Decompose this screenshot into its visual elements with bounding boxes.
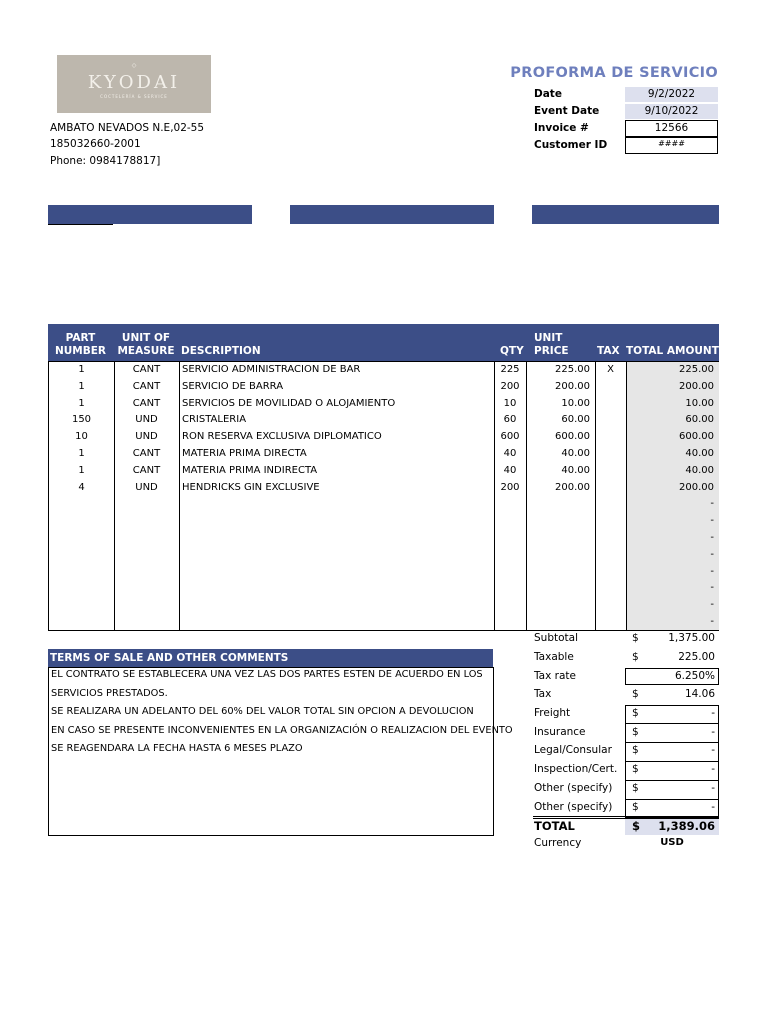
customer-id-value: ####: [625, 137, 718, 154]
date-label: Date: [534, 88, 562, 100]
cell-qty: 60: [503, 414, 517, 426]
cell-unit-price: 200.00: [555, 380, 590, 392]
freight-label: Freight: [534, 707, 571, 719]
ship-to-bar: [290, 205, 494, 224]
cell-description: SERVICIO ADMINISTRACION DE BAR: [182, 364, 361, 375]
logo-text: KYODAI: [87, 72, 181, 93]
table-row: [49, 530, 720, 547]
cell-total-amount: 10.00: [685, 397, 714, 409]
table-row: [49, 362, 720, 379]
cell-total-amount: -: [710, 582, 714, 594]
other-specify-label: Other (specify): [534, 782, 613, 794]
cell-total-amount: -: [710, 498, 714, 510]
col-unit-price: [534, 332, 569, 358]
insurance-currency: $: [632, 726, 639, 738]
tax-rate-label: Tax rate: [534, 670, 576, 682]
table-row: [49, 463, 720, 480]
cell-qty: 200: [500, 481, 520, 493]
table-row: [49, 496, 720, 513]
cell-qty: 200: [500, 380, 520, 392]
cell-total-amount: 200.00: [679, 481, 714, 493]
cell-total-amount: -: [710, 599, 714, 611]
cell-description: MATERIA PRIMA INDIRECTA: [182, 464, 318, 476]
terms-line: SERVICIOS PRESTADOS.: [51, 688, 168, 699]
total-value: 1,389.06: [658, 819, 715, 833]
terms-box: [48, 667, 513, 836]
currency-label: Currency: [534, 837, 582, 849]
table-row: [49, 597, 720, 614]
total-label: TOTAL: [534, 819, 575, 833]
cell-part-number: 1: [78, 448, 85, 459]
extra-charges-divider: [625, 780, 719, 781]
extra-charges-divider: [625, 723, 719, 724]
cell-part-number: 10: [75, 431, 88, 443]
taxable-label: Taxable: [534, 651, 574, 663]
legal-consular-value: -: [711, 744, 715, 756]
col-unit-line1: UNIT OF: [121, 332, 171, 344]
cell-qty: 40: [503, 448, 517, 459]
other-specify-value-2: -: [711, 801, 715, 813]
other-specify-label-2: Other (specify): [534, 801, 613, 813]
cell-unit-of-measure: CANT: [132, 380, 161, 392]
other-specify-currency-2: $: [632, 801, 639, 813]
cell-part-number: 1: [78, 380, 85, 392]
col-qty: QTY: [500, 345, 524, 357]
table-row: [49, 480, 720, 497]
subtotal-currency: $: [632, 632, 639, 644]
terms-line: SE REALIZARA UN ADELANTO DEL 60% DEL VALOR TOTAL SIN OPCION A DEVOLUCION: [51, 706, 474, 717]
event-date-label: Event Date: [534, 105, 600, 117]
cell-description: RON RESERVA EXCLUSIVA DIPLOMATICO: [182, 431, 382, 443]
cell-unit-price: 10.00: [561, 397, 590, 409]
cell-unit-price: 40.00: [561, 464, 590, 476]
cell-total-amount: 200.00: [679, 380, 714, 392]
table-row: [49, 429, 720, 446]
cell-total-amount: 40.00: [685, 464, 714, 476]
cell-total-amount: 600.00: [679, 431, 714, 443]
cell-part-number: 150: [71, 414, 92, 426]
col-price-line2: PRICE: [534, 345, 569, 357]
table-row: [49, 396, 720, 413]
cell-total-amount: -: [710, 548, 714, 560]
legal-consular-currency: $: [632, 744, 639, 756]
cell-total-amount: 225.00: [679, 364, 714, 375]
cell-unit-of-measure: CANT: [132, 464, 161, 476]
cell-unit-of-measure: CANT: [132, 397, 161, 409]
table-row: [49, 564, 720, 581]
cell-part-number: 1: [78, 397, 85, 409]
cell-qty: 10: [503, 397, 517, 409]
other-specify-value: -: [711, 782, 715, 794]
bill-to-underline: [48, 224, 113, 225]
cell-unit-of-measure: CANT: [132, 364, 161, 375]
table-row: [49, 379, 720, 396]
cell-qty: 40: [503, 464, 517, 476]
cell-unit-of-measure: UND: [135, 481, 158, 493]
cell-description: SERVICIOS DE MOVILIDAD O ALOJAMIENTO: [182, 397, 396, 409]
table-row: [49, 614, 720, 631]
company-address: AMBATO NEVADOS N.E,02-55: [50, 122, 205, 134]
inspection-currency: $: [632, 763, 639, 775]
tax-value: 14.06: [684, 688, 715, 700]
company-phone: Phone: 0984178817]: [50, 155, 161, 167]
terms-line: SE REAGENDARA LA FECHA HASTA 6 MESES PLAZO: [51, 743, 303, 754]
freight-value: -: [711, 707, 715, 719]
bill-to-bar: [48, 205, 252, 224]
customer-id-label: Customer ID: [534, 139, 608, 151]
document-title: PROFORMA DE SERVICIO: [510, 65, 718, 81]
event-date-value: 9/10/2022: [625, 104, 718, 119]
cell-unit-of-measure: UND: [135, 414, 158, 426]
cell-description: MATERIA PRIMA DIRECTA: [182, 448, 307, 459]
cell-total-amount: -: [710, 616, 714, 627]
cell-unit-of-measure: UND: [135, 431, 158, 443]
col-description: DESCRIPTION: [181, 345, 261, 357]
instructions-bar: [532, 205, 719, 224]
freight-currency: $: [632, 707, 639, 719]
col-part-line1: PART: [65, 332, 96, 344]
cell-description: SERVICIO DE BARRA: [182, 380, 284, 392]
legal-consular-label: Legal/Consular: [534, 744, 612, 756]
cell-total-amount: -: [710, 532, 714, 543]
cell-tax: X: [607, 364, 614, 375]
taxable-value: 225.00: [678, 651, 715, 663]
items-table-header: [48, 324, 719, 361]
terms-heading: TERMS OF SALE AND OTHER COMMENTS: [48, 649, 493, 667]
tax-rate-value: 6.250%: [674, 670, 715, 682]
cell-total-amount: 60.00: [685, 414, 714, 426]
currency-value: USD: [660, 837, 684, 848]
cell-part-number: 1: [78, 364, 85, 375]
table-row: [49, 580, 720, 597]
logo-subtext: COCTELERÍA & SERVICE: [100, 94, 168, 99]
date-value: 9/2/2022: [625, 87, 718, 102]
cell-unit-of-measure: CANT: [132, 448, 161, 459]
table-row: [49, 412, 720, 429]
company-logo: [57, 55, 211, 113]
total-rule: [533, 816, 719, 817]
cell-qty: 600: [500, 431, 520, 443]
cell-part-number: 4: [78, 481, 85, 493]
cell-description: HENDRICKS GIN EXCLUSIVE: [182, 481, 320, 493]
insurance-value: -: [711, 726, 715, 738]
total-currency: $: [632, 819, 641, 833]
other-specify-currency: $: [632, 782, 639, 794]
invoice-value: 12566: [625, 120, 718, 137]
col-price-line1: UNIT: [534, 332, 563, 344]
extra-charges-divider: [625, 742, 719, 743]
cell-part-number: 1: [78, 464, 85, 476]
col-unit-line2: MEASURE: [117, 345, 175, 357]
inspection-value: -: [711, 763, 715, 775]
col-total-amount: TOTAL AMOUNT: [626, 345, 719, 357]
col-part-number: [48, 332, 113, 358]
logo-mark-icon: ◇: [131, 62, 137, 69]
company-id-number: 185032660-2001: [50, 138, 141, 150]
extra-charges-divider: [625, 761, 719, 762]
taxable-currency: $: [632, 651, 639, 663]
col-part-line2: NUMBER: [54, 345, 107, 357]
invoice-label: Invoice #: [534, 122, 589, 134]
cell-total-amount: -: [710, 515, 714, 527]
insurance-label: Insurance: [534, 726, 586, 738]
terms-line: EN CASO SE PRESENTE INCONVENIENTES EN LA ORGANIZACIÓN O REALIZACION DEL EVENTO: [51, 725, 513, 736]
col-tax: TAX: [597, 345, 620, 357]
cell-description: CRISTALERIA: [182, 414, 247, 426]
col-unit-of-measure: [113, 332, 179, 358]
subtotal-value: 1,375.00: [668, 632, 715, 644]
inspection-label: Inspection/Cert.: [534, 763, 618, 775]
cell-unit-price: 40.00: [561, 448, 590, 459]
terms-line: EL CONTRATO SE ESTABLECERA UNA VEZ LAS DOS PARTES ESTEN DE ACUERDO EN LOS: [51, 669, 483, 680]
tax-currency: $: [632, 688, 639, 700]
extra-charges-divider: [625, 799, 719, 800]
table-row: [49, 513, 720, 530]
cell-total-amount: 40.00: [685, 448, 714, 459]
table-row: [49, 446, 720, 463]
cell-unit-price: 225.00: [555, 364, 590, 375]
subtotal-label: Subtotal: [534, 632, 578, 644]
tax-label: Tax: [534, 688, 552, 700]
cell-qty: 225: [500, 364, 520, 375]
cell-unit-price: 600.00: [555, 431, 590, 443]
cell-unit-price: 60.00: [561, 414, 590, 426]
cell-unit-price: 200.00: [555, 481, 590, 493]
table-row: [49, 547, 720, 564]
cell-total-amount: -: [710, 565, 714, 577]
items-table-body: [48, 361, 719, 631]
